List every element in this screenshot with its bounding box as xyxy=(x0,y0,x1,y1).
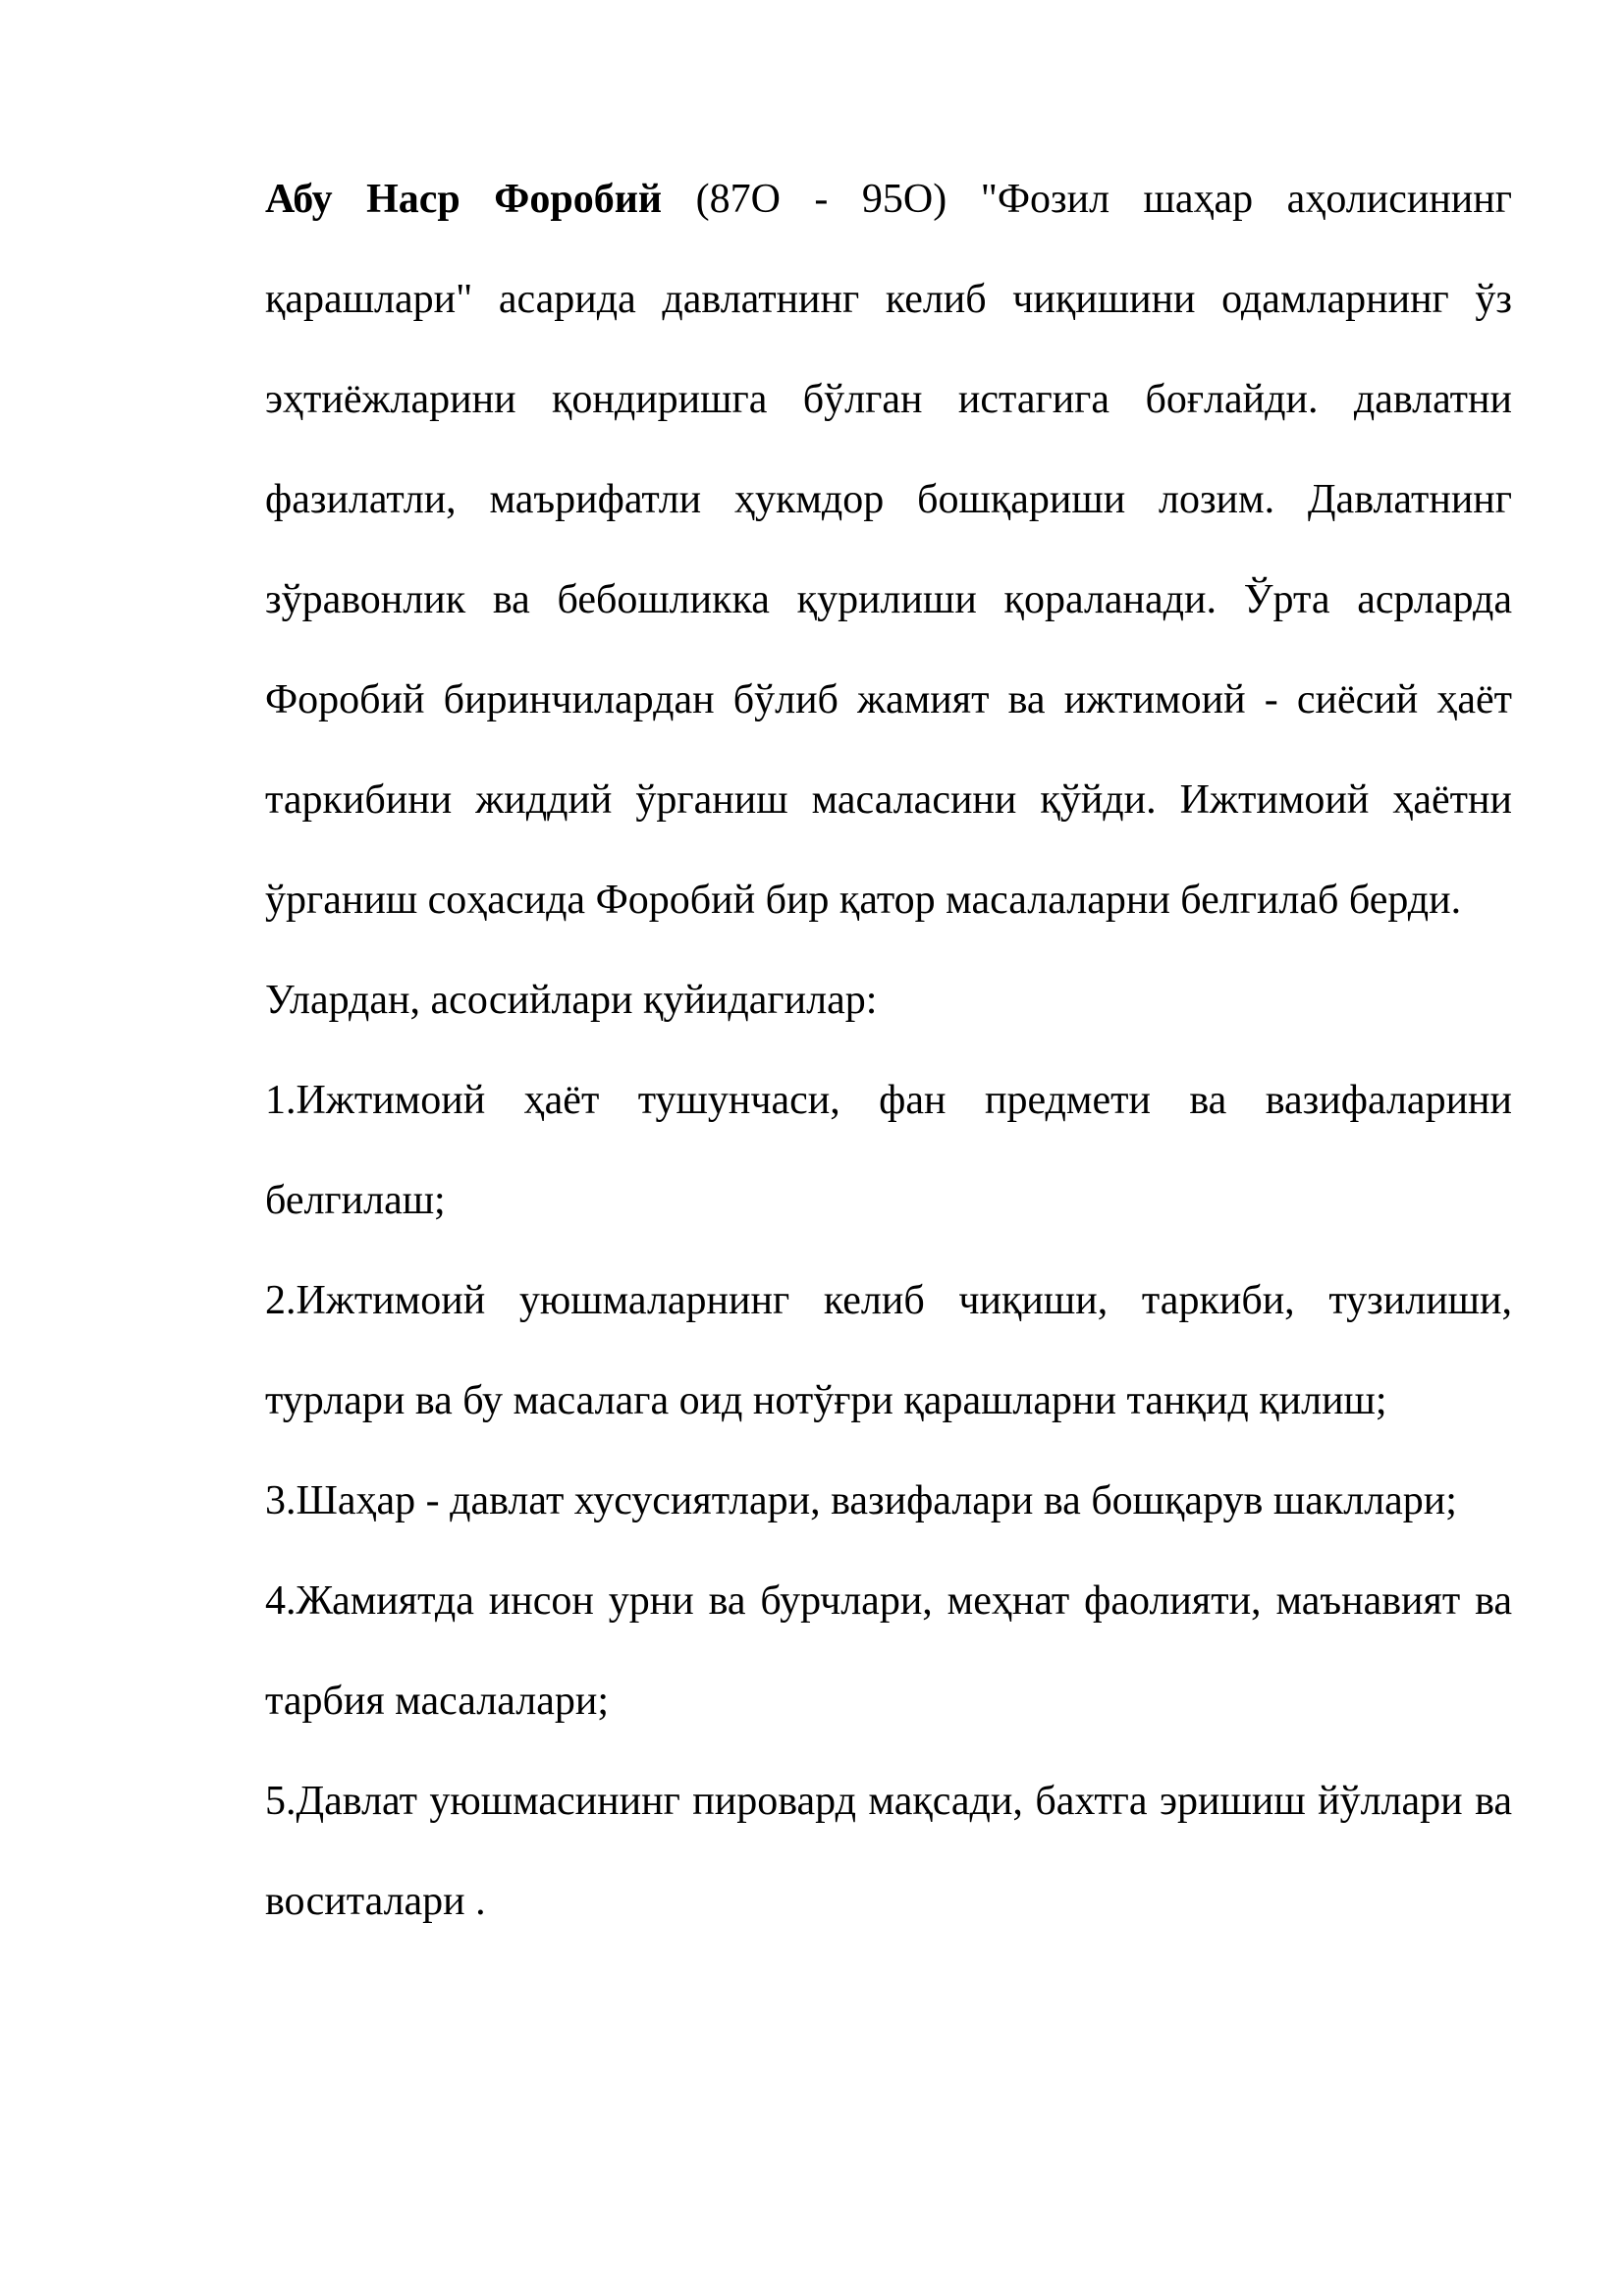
intro-text: (87О - 95О) "Фозил шаҳар аҳолисининг қарашлари" асарида давлатнинг келиб чиқишини одамларнинг ўз эҳтиёжларини қондиришга бўлган истагига боғлайди. давлатни фазилатли, маърифатли ҳукмдор бошқариши лозим. Давлатнинг зўравонлик ва бебошликка қурилиши қораланади. Ўрта асрларда Форобий биринчилардан бўлиб жамият ва ижтимоий - сиёсий ҳаёт таркибини жиддий ўрганиш масаласини қўйди. Ижтимоий ҳаётни ўрганиш соҳасида Форобий бир қатор масалаларни белгилаб берди. xyxy=(265,177,1512,923)
author-name: Абу Наср Форобий xyxy=(265,177,663,222)
document-body xyxy=(265,149,1512,1951)
list-item-4: 4.Жамиятда инсон урни ва бурчлари, меҳнат фаолияти, маънавият ва тарбия масалалари; xyxy=(265,1578,1512,1724)
list-item-3: 3.Шаҳар - давлат хусусиятлари, вазифалари ва бошқарув шакллари; xyxy=(265,1478,1457,1523)
intro-paragraph xyxy=(265,149,1512,950)
list-item-5: 5.Давлат уюшмасининг пировард мақсади, бахтга эришиш йўллари ва воситалари . xyxy=(265,1779,1512,1924)
list-item-1: 1.Ижтимоий ҳаёт тушунчаси, фан предмети ва вазифаларини белгилаш; xyxy=(265,1078,1512,1223)
list-lead: Улардан, асосийлари қуйидагилар: xyxy=(265,978,878,1023)
list-item-2: 2.Ижтимоий уюшмаларнинг келиб чиқиши, таркиби, тузилиши, турлари ва бу масалага оид нотўғри қарашларни танқид қилиш; xyxy=(265,1278,1512,1423)
